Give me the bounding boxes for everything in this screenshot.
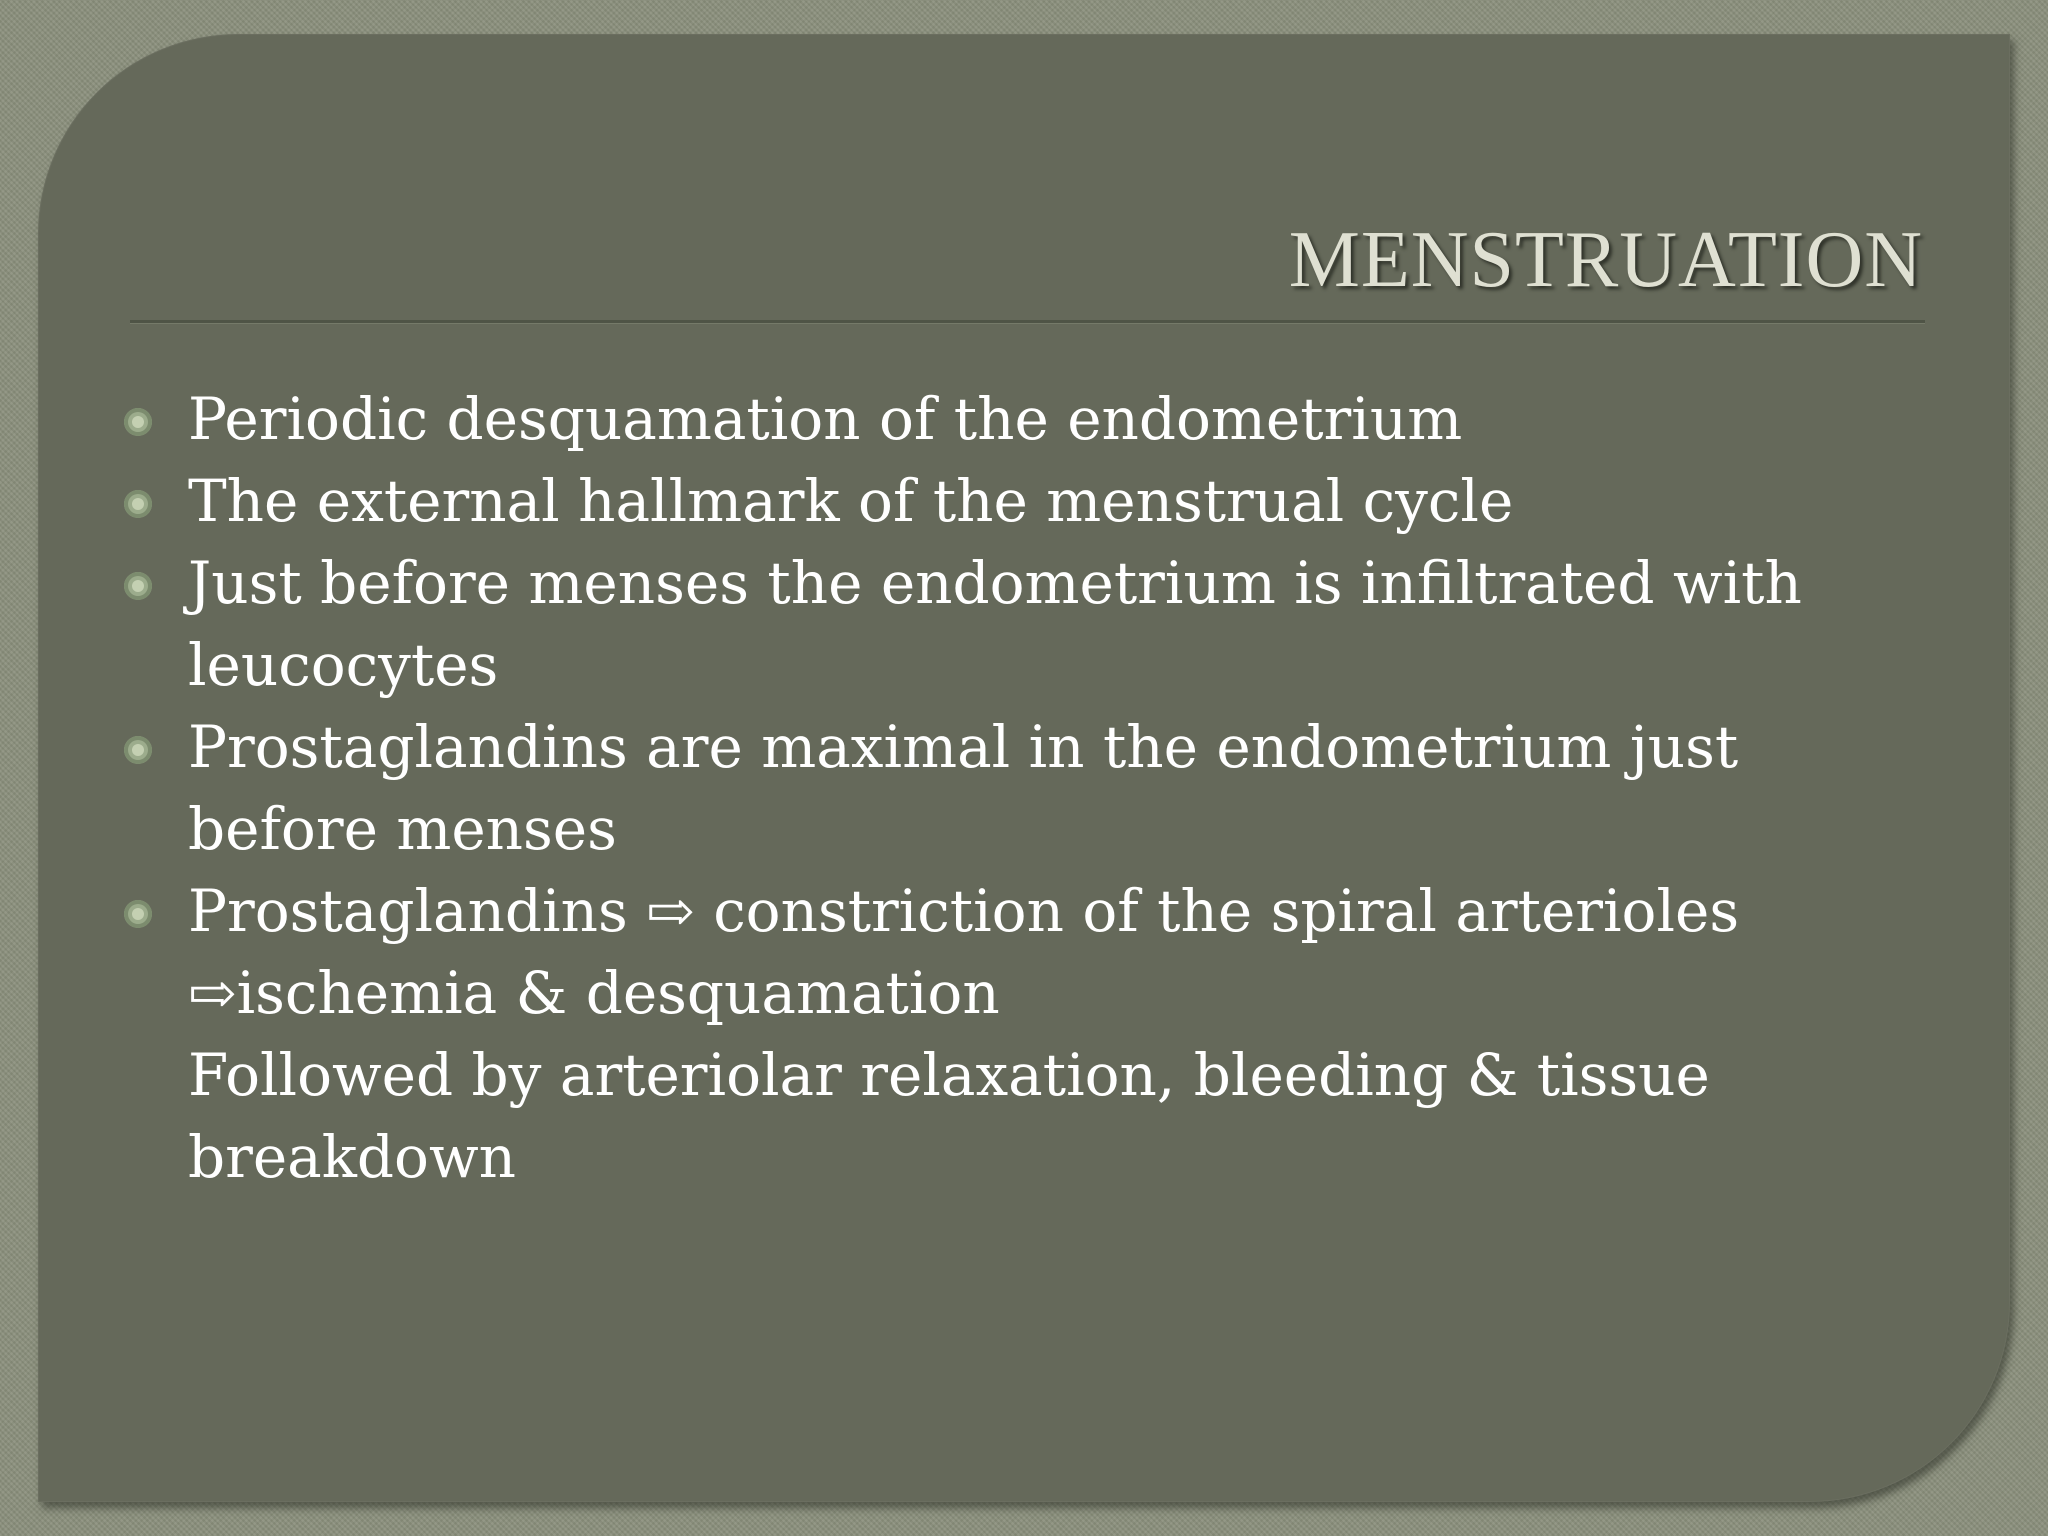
circle-bullet-icon xyxy=(124,736,152,764)
slide-title: MENSTRUATION xyxy=(1288,216,1923,304)
bullet-line: Prostaglandins are maximal in the endometrium just xyxy=(188,713,1739,781)
bullet-line: ⇨ischemia & desquamation xyxy=(188,959,1000,1027)
title-divider xyxy=(130,320,1925,323)
bullet-list xyxy=(120,378,1920,1198)
circle-bullet-icon xyxy=(124,408,152,436)
circle-bullet-icon xyxy=(124,572,152,600)
bullet-line: breakdown xyxy=(188,1123,516,1191)
circle-bullet-icon xyxy=(124,490,152,518)
bullet-item-leucocytes xyxy=(120,542,1920,706)
circle-bullet-icon xyxy=(124,900,152,928)
bullet-line: Just before menses the endometrium is infiltrated with xyxy=(188,549,1802,617)
bullet-line: Prostaglandins ⇨ constriction of the spiral arterioles xyxy=(188,877,1740,945)
bullet-item-prostaglandins-maximal xyxy=(120,706,1920,870)
bullet-line: before menses xyxy=(188,795,617,863)
bullet-line: leucocytes xyxy=(188,631,499,699)
bullet-item-desquamation xyxy=(120,378,1920,460)
bullet-item-hallmark xyxy=(120,460,1920,542)
bullet-line: The external hallmark of the menstrual cycle xyxy=(188,467,1514,535)
bullet-line: Followed by arteriolar relaxation, bleeding & tissue xyxy=(188,1041,1710,1109)
bullet-line: Periodic desquamation of the endometrium xyxy=(188,385,1463,453)
bullet-item-prostaglandins-mechanism xyxy=(120,870,1920,1198)
